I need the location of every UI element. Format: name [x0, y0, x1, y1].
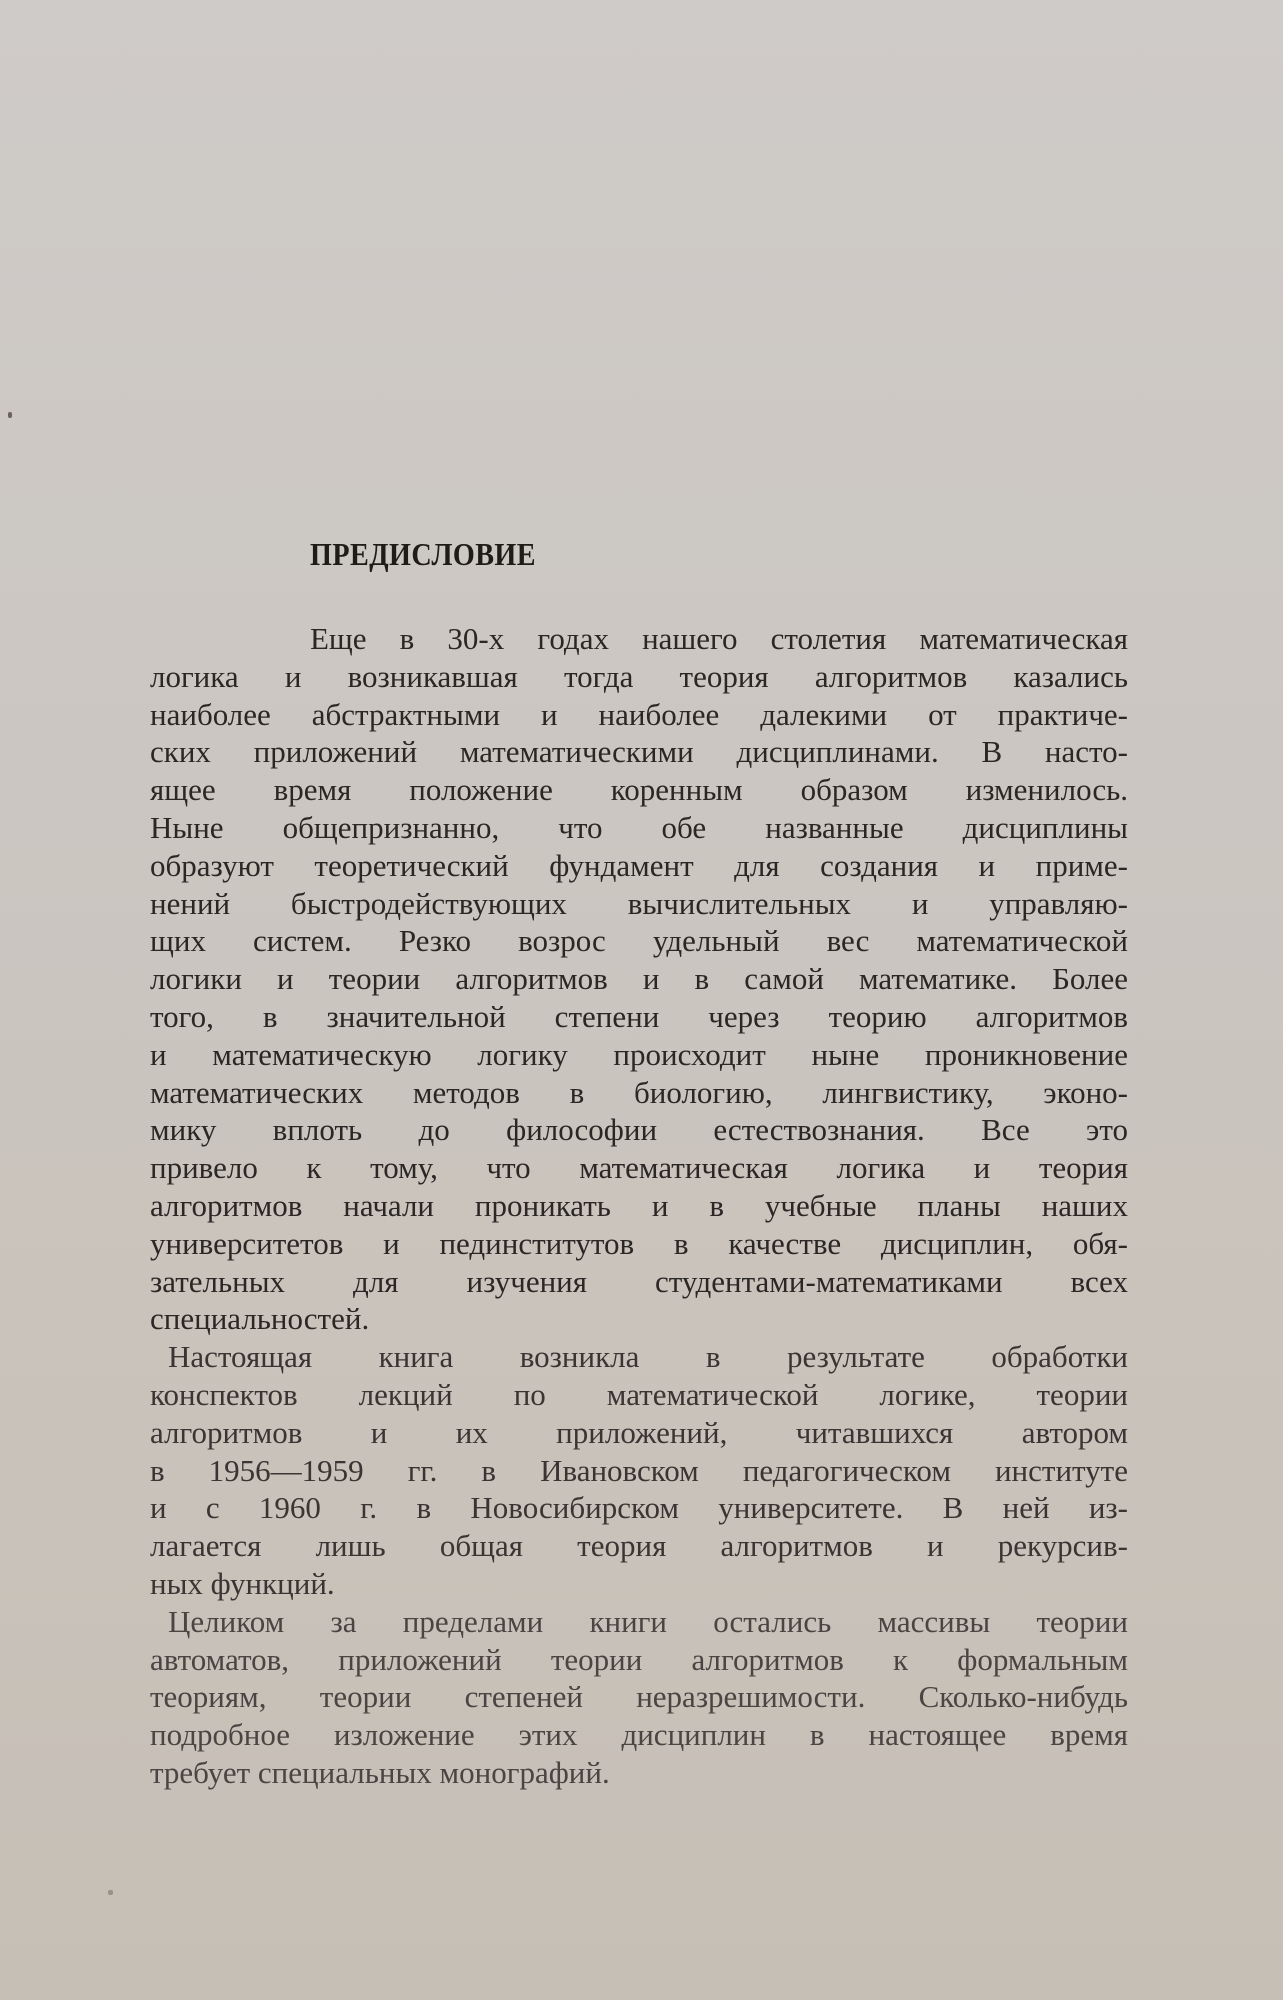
paragraph-2: [150, 1338, 1128, 1603]
paragraph-1: [150, 620, 1128, 1338]
text-line: ских приложений математическими дисциплинами. В насто-: [150, 734, 1128, 770]
text-line: зательных для изучения студентами-математиками всех: [150, 1263, 1128, 1299]
text-line: Ныне общепризнанно, что обе названные дисциплины: [150, 809, 1128, 845]
paragraph-3: [150, 1603, 1128, 1792]
text-line: нений быстродействующих вычислительных и управляю-: [150, 885, 1128, 921]
text-line: в 1956—1959 гг. в Ивановском педагогическом институте: [150, 1452, 1128, 1488]
text-line: алгоритмов и их приложений, читавшихся автором: [150, 1414, 1128, 1450]
text-line: мику вплоть до философии естествознания. Все это: [150, 1112, 1128, 1148]
text-line: того, в значительной степени через теорию алгоритмов: [150, 998, 1128, 1034]
text-line: Целиком за пределами книги остались массивы теории: [168, 1603, 1128, 1639]
text-line: наиболее абстрактными и наиболее далекими от практиче-: [150, 696, 1128, 732]
paper-speck: [108, 1890, 113, 1895]
text-line: и с 1960 г. в Новосибирском университете. В ней из-: [150, 1490, 1128, 1526]
text-line: и математическую логику происходит ныне проникновение: [150, 1036, 1128, 1072]
text-line: алгоритмов начали проникать и в учебные планы наших: [150, 1187, 1128, 1223]
text-line: подробное изложение этих дисциплин в настоящее время: [150, 1717, 1128, 1753]
text-line: теориям, теории степеней неразрешимости. Сколько-нибудь: [150, 1679, 1128, 1715]
text-line: конспектов лекций по математической логике, теории: [150, 1376, 1128, 1412]
text-line: Еще в 30-х годах нашего столетия математическая: [310, 621, 1128, 656]
text-line: автоматов, приложений теории алгоритмов к формальным: [150, 1641, 1128, 1677]
page-title: ПРЕДИСЛОВИЕ: [310, 536, 536, 572]
text-line: логика и возникавшая тогда теория алгоритмов казались: [150, 658, 1128, 694]
text-line: Настоящая книга возникла в результате обработки: [168, 1339, 1128, 1375]
text-line: специальностей.: [150, 1301, 370, 1337]
text-line: ящее время положение коренным образом изменилось.: [150, 772, 1128, 808]
text-line: привело к тому, что математическая логика и теория: [150, 1150, 1128, 1186]
text-line: образуют теоретический фундамент для создания и приме-: [150, 847, 1128, 883]
text-line: требует специальных монографий.: [150, 1754, 610, 1790]
preface-body: [150, 620, 1128, 1792]
text-line: ных функций.: [150, 1565, 335, 1601]
text-line: математических методов в биологию, лингвистику, эконо-: [150, 1074, 1128, 1110]
text-line: университетов и пединститутов в качестве дисциплин, обя-: [150, 1225, 1128, 1261]
paper-speck: [8, 412, 12, 418]
text-line: щих систем. Резко возрос удельный вес математической: [150, 923, 1128, 959]
text-line: лагается лишь общая теория алгоритмов и рекурсив-: [150, 1528, 1128, 1564]
text-line: логики и теории алгоритмов и в самой математике. Более: [150, 961, 1128, 997]
